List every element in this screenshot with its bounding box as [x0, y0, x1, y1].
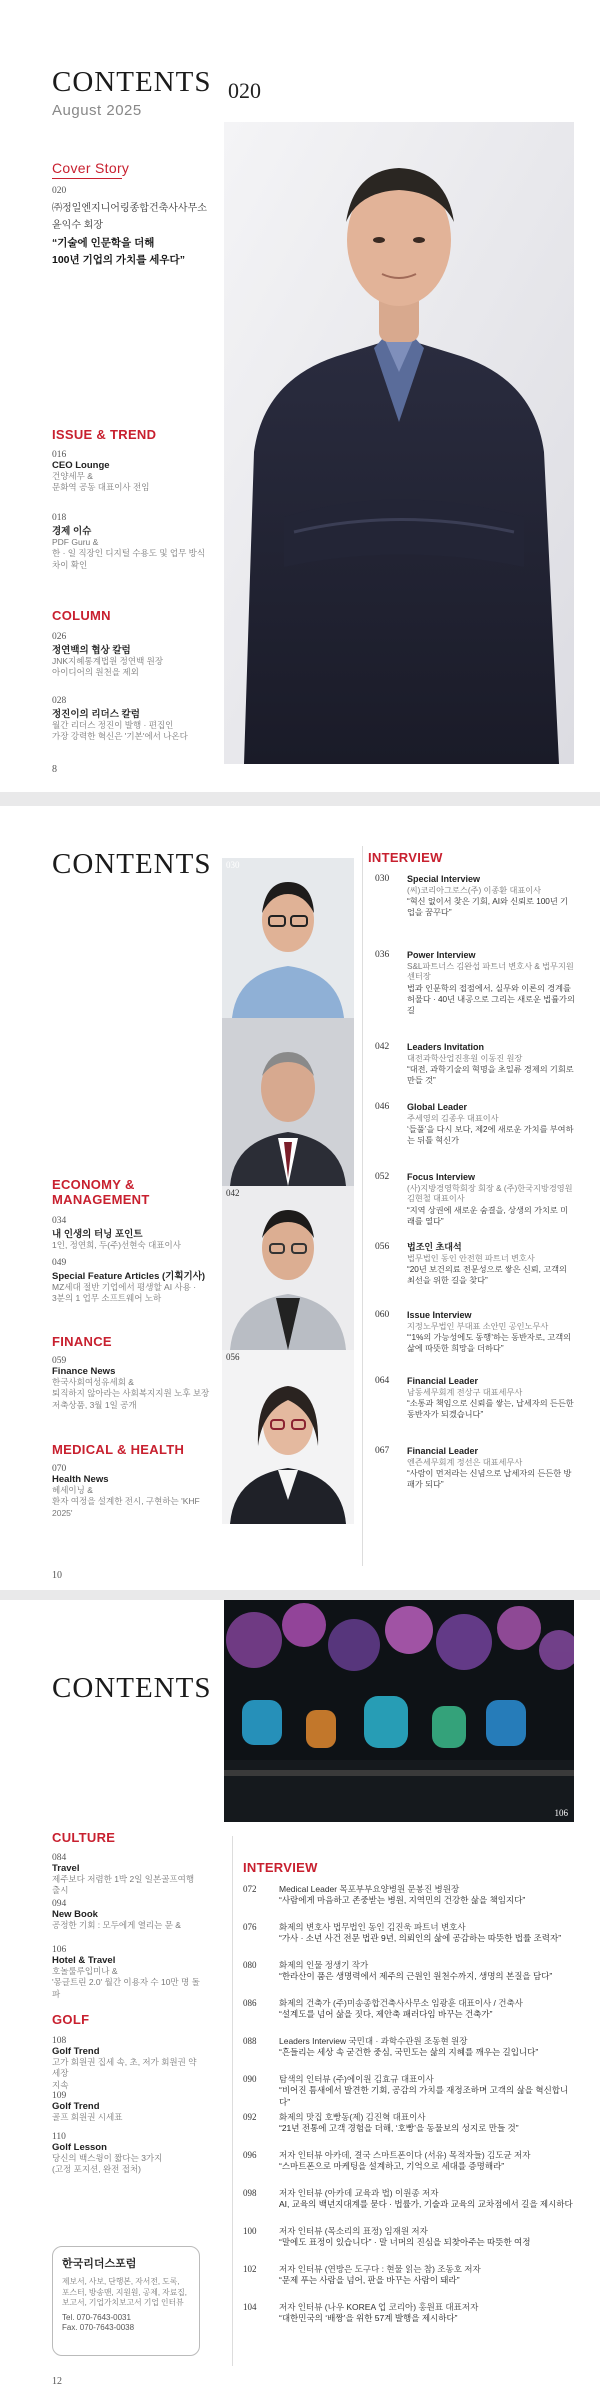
- item-desc: 한 · 일 직장인 디지털 수용도 및 업무 방식: [52, 548, 206, 559]
- item-number: 026: [52, 632, 67, 642]
- item-subtitle: 지정노무법인 부대표 소안민 공인노무사: [407, 1321, 549, 1331]
- item-quote: “혁신 없이서 찾은 기회, AI와 신뢰로 100년 기업을 꿈꾸다”: [407, 897, 568, 918]
- cover-story-org: ㈜정일엔지니어링종합건축사사무소: [52, 203, 207, 214]
- item-quote: AI, 교육의 백년지대계를 묻다 · 법률가, 기술과 교육의 교차점에서 길을 제시하다: [279, 2199, 573, 2210]
- item-title: 저자 인터뷰 아카데, 결국 스마트폰이다 (서유) 목적자들) 김도균 저자: [279, 2150, 531, 2160]
- item-quote: “소통과 책임으로 신뢰를 쌓는, 납세자의 든든한 동반자가 되겠습니다”: [407, 1399, 574, 1420]
- item-title: Global Leader: [407, 1102, 468, 1112]
- section-economy: [52, 1178, 150, 1208]
- item-number: 042: [375, 1042, 390, 1052]
- section-label: MANAGEMENT: [52, 1191, 150, 1207]
- list-item[interactable]: [52, 2091, 202, 2123]
- section-issue-trend: ISSUE & TREND: [52, 427, 157, 442]
- divider: [52, 178, 122, 179]
- item-title: Leaders Invitation: [407, 1042, 485, 1052]
- item-number: 018: [52, 513, 67, 523]
- page-number: 10: [52, 1570, 62, 1581]
- section-finance: FINANCE: [52, 1334, 112, 1349]
- item-number: 036: [375, 950, 390, 960]
- item-quote: “스마트폰으로 마케팅을 설계하고, 기억으로 세대를 증명해라”: [279, 2161, 505, 2172]
- item-title: 저자 인터뷰 (연방은 도구다 : 현물 읽는 참) 조동호 저자: [279, 2264, 481, 2274]
- item-quote: “지역 상권에 새로운 숨결을, 상생의 가치로 미래를 열다”: [407, 1206, 569, 1227]
- item-number: 046: [375, 1102, 390, 1112]
- issue-month: August 2025: [52, 102, 142, 119]
- item-number: 052: [375, 1172, 390, 1182]
- item-title: Leaders Interview 국민대 · 과학수관원 조동현 원장: [279, 2036, 468, 2046]
- item-desc: 월간 리더스 정진이 발행 · 편집인: [52, 720, 174, 730]
- divider: [232, 1836, 233, 2366]
- section-column: COLUMN: [52, 608, 111, 623]
- section-interview: INTERVIEW: [243, 1860, 318, 1875]
- item-number: 056: [375, 1242, 390, 1252]
- list-item[interactable]: [52, 1356, 217, 1411]
- item-quote: “사람이 먼저라는 신념으로 납세자의 든든한 방패가 되다”: [407, 1469, 572, 1490]
- item-title: Issue Interview: [407, 1310, 472, 1320]
- item-quote: “가사 · 소년 사건 전문 법관 9년, 의뢰인의 삶에 공감하는 따뜻한 법률 조력자”: [279, 1933, 562, 1944]
- item-desc: 저축상품, 3월 1일 공개: [52, 1399, 137, 1410]
- item-title: Special Feature Articles (기획기사): [52, 1271, 206, 1282]
- interview-photo-030: [222, 858, 354, 1018]
- photo-label: 030: [226, 860, 240, 870]
- cover-story-quote: 100년 기업의 가치를 세우다”: [52, 254, 185, 266]
- item-quote: “흔들리는 세상 속 굳건한 중심, 국민도는 삶의 지혜를 깨우는 길입니다”: [279, 2047, 539, 2058]
- item-title: 저자 인터뷰 (나우 KOREA 업 코리아) 홍원표 대표저자: [279, 2302, 479, 2312]
- list-item[interactable]: [52, 450, 232, 494]
- divider: [362, 846, 363, 1566]
- item-number: 106: [52, 1945, 67, 1955]
- item-title: 탐색의 인터뷰 (주)에이원 김효규 대표이사: [279, 2074, 434, 2084]
- item-title: Health News: [52, 1474, 109, 1485]
- item-desc: 3분의 1 업무 소프트웨어 노하: [52, 1293, 162, 1304]
- page-number: 12: [52, 2376, 62, 2387]
- item-subtitle: 대전과학산업진흥원 이동진 원장: [407, 1053, 523, 1063]
- item-number: 094: [52, 1899, 67, 1909]
- cover-portrait-photo: [224, 122, 574, 764]
- item-title: Power Interview: [407, 950, 476, 960]
- item-desc: 제주보다 저렴한 1박 2일 일본골프여행 출시: [52, 1874, 195, 1896]
- photo-label: 106: [554, 1808, 568, 1818]
- item-desc: 환자 여정을 설계한 전시, 구현하는 'KHF: [52, 1496, 200, 1507]
- item-quote: “비어진 틈새에서 발견한 기회, 공감의 가치를 재정조하며 고객의 삶을 혁신합니다”: [279, 2085, 569, 2107]
- item-subtitle: S&L파트너스 김완섭 파트너 변호사 & 법무지원 센터장: [407, 961, 574, 982]
- item-number: 016: [52, 450, 67, 460]
- item-quote: “한라산이 품은 생명력에서 제주의 근원인 원천수까지, 생명의 본질을 담다”: [279, 1971, 553, 1982]
- item-quote: “문제 푸는 사람을 넘어, 판을 바꾸는 사람이 돼라”: [279, 2275, 460, 2286]
- item-number: 028: [52, 696, 67, 706]
- section-golf: GOLF: [52, 2012, 90, 2027]
- item-number: 102: [243, 2264, 257, 2274]
- item-desc: 헤세이닝 &: [52, 1485, 93, 1495]
- page-number: 8: [52, 764, 57, 775]
- item-desc: 당신의 백스윙이 짧다는 3가지: [52, 2153, 163, 2163]
- item-number: 060: [375, 1310, 390, 1320]
- list-item[interactable]: [52, 632, 232, 679]
- item-quote: “‘1%의 가능성에도 동행’하는 동반자로, 고객의 삶에 따뜻한 희망을 더하다”: [407, 1333, 572, 1354]
- item-number: 084: [52, 1853, 67, 1863]
- item-number: 080: [243, 1960, 257, 1970]
- cover-story-entry[interactable]: [52, 186, 232, 267]
- item-title: 화제의 건축가 (주)미송종합건축사사무소 임광훈 대표이사 / 건축사: [279, 1998, 523, 2008]
- publisher-info-box: [52, 2246, 200, 2356]
- item-quote: “대한민국의 ‘배짱’을 위한 57계 발행을 제시하다”: [279, 2313, 458, 2324]
- photo-label: 056: [226, 1352, 240, 1362]
- item-desc: JNK지혜통계법원 정연백 원장: [52, 656, 164, 666]
- item-title: Financial Leader: [407, 1446, 479, 1456]
- item-desc: 2025': [52, 1507, 73, 1518]
- item-subtitle: 주세영의 김종우 대표이사: [407, 1113, 499, 1123]
- item-desc: 공정한 기회 : 모두에게 열리는 문 &: [52, 1920, 181, 1930]
- item-desc: 가장 강력한 혁신은 '기본'에서 나온다: [52, 731, 188, 742]
- list-item[interactable]: [52, 1464, 217, 1519]
- item-desc: 한국사회여성유세회 &: [52, 1377, 134, 1387]
- interview-photo-056: [222, 1350, 354, 1524]
- item-desc: MZ세대 절반 기업에서 평생할 AI 사용 ·: [52, 1282, 197, 1292]
- item-title: 법조인 초대석: [407, 1242, 462, 1252]
- item-title: 내 인생의 터닝 포인트: [52, 1229, 143, 1240]
- item-subtitle: 법무법인 동인 안전현 파트너 변호사: [407, 1253, 535, 1263]
- interview-photo-052: [222, 1186, 354, 1350]
- publisher-desc: 포스터, 방송맨, 지원원, 공제, 자료집,: [62, 2287, 187, 2297]
- item-quote: “설계도를 넘어 삶을 짓다, 제안축 패러다임 바꾸는 건축가”: [279, 2009, 493, 2020]
- item-number: 092: [243, 2112, 257, 2122]
- item-number: 070: [52, 1464, 67, 1474]
- list-item[interactable]: [52, 696, 232, 743]
- item-number: 098: [243, 2188, 257, 2198]
- item-title: 화제의 변호사 법무법인 동인 김진욱 파트너 변호사: [279, 1922, 466, 1932]
- item-subtitle: (씨)코리아그로스(주) 이종환 대표이사: [407, 885, 542, 895]
- item-quote: ‘들풀’을 다시 보다, 제2에 새로운 가치를 부여하는 뒤틀 혁신가: [407, 1125, 574, 1146]
- item-quote: “말에도 표정이 있습니다” · 말 너머의 진심을 되찾아주는 따뜻한 여정: [279, 2237, 531, 2248]
- list-item[interactable]: [52, 1258, 217, 1305]
- cover-story-number: 020: [52, 186, 67, 196]
- item-desc: '몽글트린 2.0' 월간 이용자 수 10만 명 돌파: [52, 1977, 200, 1999]
- contents-page-2: [0, 806, 600, 1590]
- item-title: 정진이의 리더스 칼럼: [52, 709, 140, 720]
- item-number: 034: [52, 1216, 67, 1226]
- item-desc: 아이디어의 원천을 제외: [52, 667, 139, 678]
- page-title: CONTENTS: [52, 66, 212, 98]
- item-title: Golf Lesson: [52, 2142, 107, 2153]
- cover-page-number: 020: [228, 78, 261, 103]
- item-number: 059: [52, 1356, 67, 1366]
- hotel-night-photo: [224, 1600, 574, 1822]
- item-desc: 건양세무 &: [52, 471, 93, 481]
- item-title: Special Interview: [407, 874, 481, 884]
- item-number: 108: [52, 2036, 67, 2046]
- item-desc: (고정 포지션, 완전 접처): [52, 2164, 142, 2175]
- list-item[interactable]: [52, 1216, 212, 1251]
- item-quote: “대전, 과학기술의 혁명을 초일류 경제의 기회로 만들 것”: [407, 1065, 574, 1086]
- publisher-fax: Fax. 070-7643-0038: [62, 2323, 135, 2333]
- list-item[interactable]: [52, 1945, 202, 2000]
- item-number: 090: [243, 2074, 257, 2084]
- photo-label: 042: [226, 1188, 240, 1198]
- item-title: Finance News: [52, 1366, 116, 1377]
- publisher-desc: 보고서, 기업가치보고서 기업 인터뷰: [62, 2298, 184, 2308]
- item-number: 067: [375, 1446, 390, 1456]
- contents-page-1: [0, 0, 600, 792]
- item-desc: 1인, 정연희, 두(주)선현숙 대표이사: [52, 1240, 181, 1250]
- page-title: CONTENTS: [52, 1672, 212, 1704]
- item-title: 화제의 인물 정생기 작가: [279, 1960, 369, 1970]
- item-number: 086: [243, 1998, 257, 2008]
- item-number: 104: [243, 2302, 257, 2312]
- section-label: ECONOMY &: [52, 1177, 135, 1192]
- publisher-name: 한국리더스포럼: [62, 2258, 137, 2270]
- page-title: CONTENTS: [52, 848, 212, 880]
- item-title: Golf Trend: [52, 2101, 100, 2112]
- list-item[interactable]: [52, 2132, 202, 2176]
- item-quote: “20년 보건의료 전문성으로 쌓은 신뢰, 고객의 최선을 위한 길을 찾다”: [407, 1265, 567, 1286]
- publisher-desc: 제보서, 사보, 단행본, 자서전, 도록,: [62, 2277, 180, 2286]
- item-number: 049: [52, 1258, 67, 1268]
- item-number: 072: [243, 1884, 257, 1894]
- item-number: 096: [243, 2150, 257, 2160]
- item-title: Medical Leader 목포부부요양병원 문봉진 병원장: [279, 1884, 460, 1894]
- item-title: 정연백의 협상 칼럼: [52, 645, 131, 656]
- item-desc: 골프 회원권 시세표: [52, 2112, 123, 2122]
- item-number: 030: [375, 874, 390, 884]
- item-desc: 차이 확인: [52, 559, 88, 570]
- item-subtitle: 남동세무회계 전상구 대표세무사: [407, 1387, 523, 1397]
- item-number: 088: [243, 2036, 257, 2046]
- item-desc: PDF Guru &: [52, 537, 99, 547]
- publisher-tel: Tel. 070-7643-0031: [62, 2312, 131, 2322]
- item-title: Focus Interview: [407, 1172, 476, 1182]
- section-culture: CULTURE: [52, 1830, 116, 1845]
- cover-story-quote: “기술에 인문학을 더해: [52, 237, 155, 249]
- item-number: 110: [52, 2132, 66, 2142]
- section-medical: MEDICAL & HEALTH: [52, 1442, 185, 1457]
- interview-photo-042: [222, 1018, 354, 1186]
- item-quote: “사람에게 마음하고 존중받는 병원, 지역민의 건강한 삶을 책임지다”: [279, 1895, 526, 1906]
- item-title: 경제 이슈: [52, 526, 92, 537]
- contents-page-3: [0, 1600, 600, 2396]
- list-item[interactable]: [52, 2036, 202, 2091]
- item-desc: 문화역 공동 대표이사 전임: [52, 482, 150, 493]
- item-number: 076: [243, 1922, 257, 1932]
- item-title: 화제의 맛집 호빵동(제) 김진혁 대표이사: [279, 2112, 426, 2122]
- item-desc: 호놀룰루입미나 &: [52, 1966, 118, 1976]
- item-desc: 고가 회원권 집세 속, 초, 저가 회원권 약세장: [52, 2057, 197, 2079]
- item-desc: 지속: [52, 2079, 69, 2090]
- item-title: New Book: [52, 1909, 98, 1920]
- list-item[interactable]: [52, 1853, 202, 1897]
- item-title: CEO Lounge: [52, 460, 110, 471]
- item-quote: “21년 전통에 고객 경험을 더해, ‘호빵’을 동물보의 성지로 만들 것”: [279, 2123, 519, 2134]
- item-title: Financial Leader: [407, 1376, 479, 1386]
- cover-story-label: Cover Story: [52, 160, 130, 176]
- cover-story-person: 윤익수 회장: [52, 220, 104, 231]
- item-quote: 법과 인문학의 접점에서, 실무와 이론의 경계를 허물다 · 40년 내공으로 그리는 새로운 법률가의 길: [407, 984, 575, 1016]
- item-title: 저자 인터뷰 (목소리의 표정) 임재원 저자: [279, 2226, 428, 2236]
- item-subtitle: 엔즌세무회계 정선은 대표세무사: [407, 1457, 523, 1467]
- item-desc: 퇴직하지 않아라는 사회복지지원 노후 보장: [52, 1388, 210, 1399]
- item-number: 064: [375, 1376, 390, 1386]
- item-subtitle: (사)지방경영학회장 회장 & (주)한국지방경영원 김현철 대표이사: [407, 1183, 573, 1204]
- item-number: 109: [52, 2091, 67, 2101]
- item-number: 100: [243, 2226, 257, 2236]
- item-title: Golf Trend: [52, 2046, 100, 2057]
- list-item[interactable]: [52, 1899, 202, 1931]
- item-title: 저자 인터뷰 (아카데 교육과 법) 이원종 저자: [279, 2188, 439, 2198]
- section-interview: INTERVIEW: [368, 850, 443, 865]
- item-title: Travel: [52, 1863, 80, 1874]
- item-title: Hotel & Travel: [52, 1955, 116, 1966]
- list-item[interactable]: [52, 513, 232, 571]
